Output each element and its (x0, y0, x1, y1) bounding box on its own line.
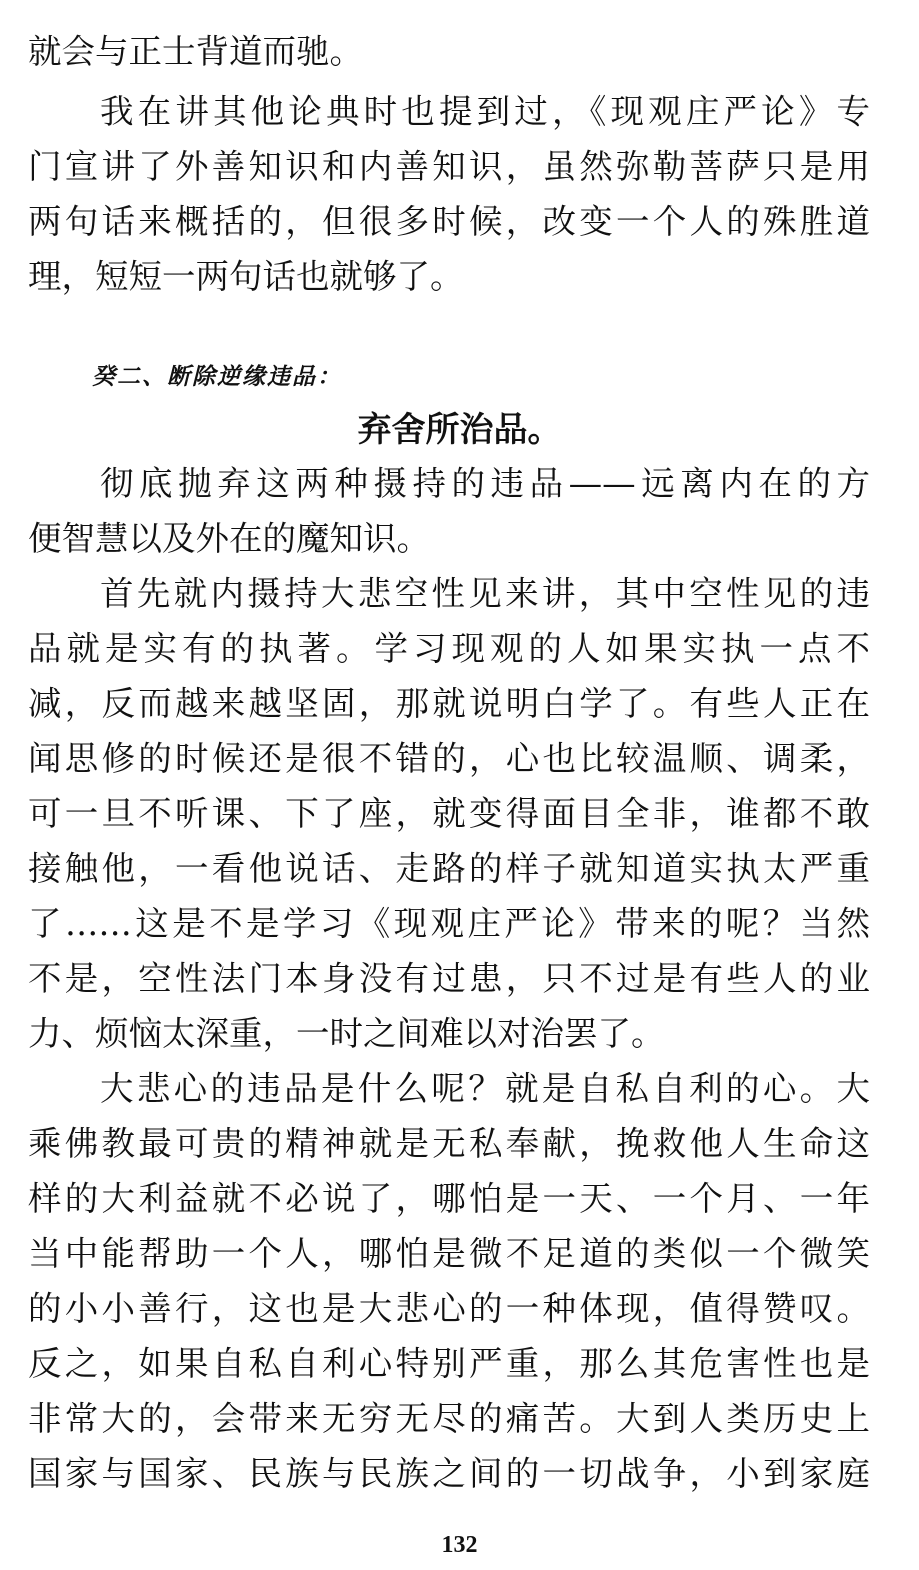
text-line: 了……这是不是学习《现观庄严论》带来的呢？当然 (28, 904, 870, 943)
text-line: 品就是实有的执著。学习现观的人如果实执一点不 (28, 629, 870, 668)
text-line: 理，短短一两句话也就够了。 (28, 257, 464, 296)
text-line: 减，反而越来越坚固，那就说明白学了。有些人正在 (28, 684, 870, 723)
page-number: 132 (441, 1532, 478, 1558)
text-line: 大悲心的违品是什么呢？就是自私自利的心。大 (100, 1069, 870, 1108)
text-line: 接触他，一看他说话、走路的样子就知道实执太严重 (28, 849, 870, 888)
text-line: 可一旦不听课、下了座，就变得面目全非，谁都不敢 (28, 794, 870, 833)
text-line: 乘佛教最可贵的精神就是无私奉献，挽救他人生命这 (28, 1124, 870, 1163)
text-line: 反之，如果自私自利心特别严重，那么其危害性也是 (28, 1344, 870, 1383)
section-heading: 癸二、断除逆缘违品： (92, 364, 342, 390)
text-line: 就会与正士背道而驰。 (28, 32, 363, 71)
text-line: 闻思修的时候还是很不错的，心也比较温顺、调柔， (28, 739, 870, 778)
text-line: 不是，空性法门本身没有过患，只不过是有些人的业 (28, 959, 870, 998)
text-line: 彻底抛弃这两种摄持的违品——远离内在的方 (100, 464, 870, 503)
text-line: 的小小善行，这也是大悲心的一种体现，值得赞叹。 (28, 1289, 870, 1328)
text-line: 样的大利益就不必说了，哪怕是一天、一个月、一年 (28, 1179, 870, 1218)
text-line: 两句话来概括的，但很多时候，改变一个人的殊胜道 (28, 202, 870, 241)
text-line: 国家与国家、民族与民族之间的一切战争，小到家庭 (28, 1454, 870, 1493)
text-line: 力、烦恼太深重，一时之间难以对治罢了。 (28, 1014, 665, 1053)
text-line: 非常大的，会带来无穷无尽的痛苦。大到人类历史上 (28, 1399, 870, 1438)
text-line: 便智慧以及外在的魔知识。 (28, 519, 430, 558)
verse-heading: 弃舍所治品。 (357, 410, 562, 450)
text-line: 门宣讲了外善知识和内善知识，虽然弥勒菩萨只是用 (28, 147, 870, 186)
text-line: 我在讲其他论典时也提到过，《现观庄严论》专 (100, 92, 870, 131)
text-line: 首先就内摄持大悲空性见来讲，其中空性见的违 (100, 574, 870, 613)
text-line: 当中能帮助一个人，哪怕是微不足道的类似一个微笑 (28, 1234, 870, 1273)
